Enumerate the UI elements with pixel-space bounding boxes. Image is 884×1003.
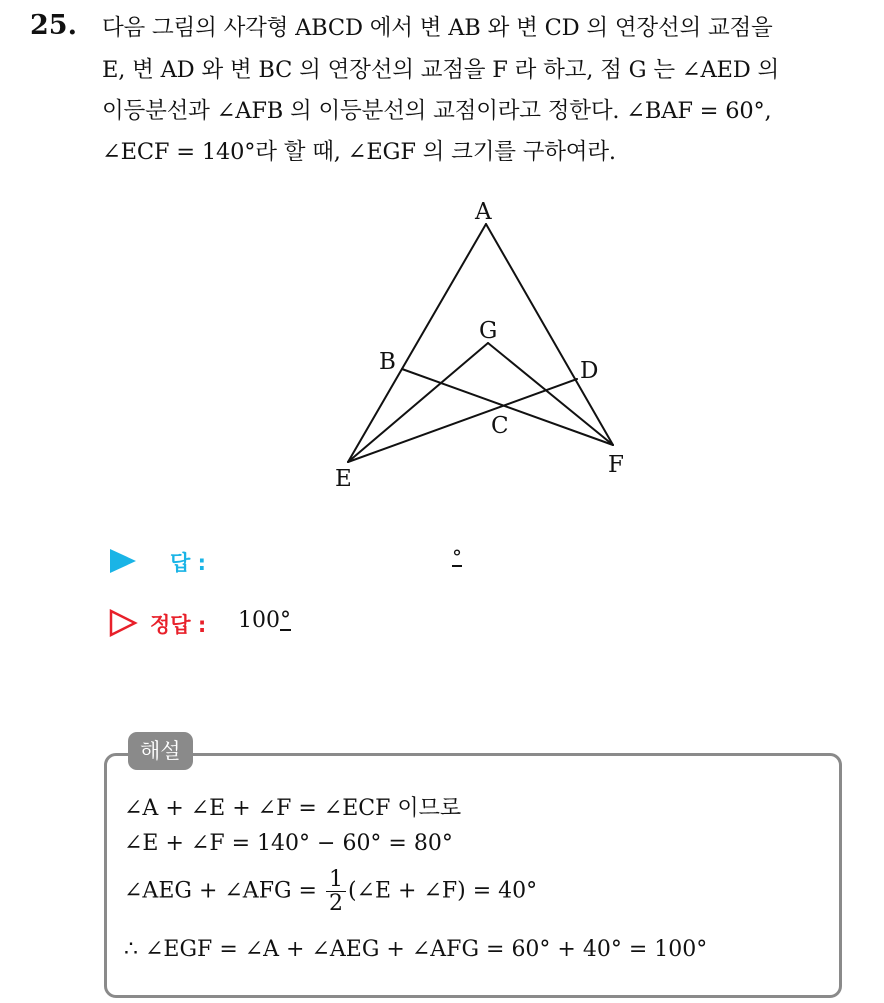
point-label-a: A (475, 199, 492, 225)
solution-line-1: ∠A + ∠E + ∠F = ∠ECF 이므로 (124, 796, 462, 821)
solution-line-4: ∴ ∠EGF = ∠A + ∠AEG + ∠AFG = 60° + 40° = 100° (124, 937, 708, 962)
correct-answer-value (238, 608, 291, 633)
point-label-e: E (335, 466, 352, 492)
segment-ae (348, 224, 486, 462)
question-text-line-3: 이등분선과 ∠AFB 의 이등분선의 교점이라고 정한다. ∠BAF = 60°, (102, 98, 772, 124)
point-label-f: F (608, 452, 624, 478)
fraction-numerator: 1 (326, 868, 346, 892)
point-label-d: D (580, 358, 599, 384)
question-text-line-2: E, 변 AD 와 변 BC 의 연장선의 교점을 F 라 하고, 점 G 는 ∠AED 의 (102, 57, 780, 83)
segment-eg (348, 343, 488, 462)
solution-line-3-right: (∠E + ∠F) = 40° (347, 878, 538, 904)
question-text-line-1: 다음 그림의 사각형 ABCD 에서 변 AB 와 변 CD 의 연장선의 교점을 (102, 15, 773, 41)
question-text-line-4: ∠ECF = 140°라 할 때, ∠EGF 의 크기를 구하여라. (102, 139, 616, 165)
answer-arrow-icon (108, 548, 138, 574)
correct-answer-unit: ° (280, 608, 291, 633)
answer-unit: ° (452, 545, 462, 569)
correct-answer-label: 정답 : (150, 613, 207, 637)
correct-arrow-icon (108, 609, 138, 637)
solution-line-3-left: ∠AEG + ∠AFG = (124, 878, 317, 904)
point-label-c: C (491, 413, 509, 439)
solution-line-3 (124, 868, 537, 915)
point-label-g: G (479, 318, 498, 344)
answer-label: 답 : (170, 551, 206, 575)
point-label-b: B (379, 349, 396, 375)
fraction-denominator: 2 (328, 891, 343, 917)
solution-line-2: ∠E + ∠F = 140° − 60° = 80° (124, 831, 453, 856)
solution-tag: 해설 (128, 732, 193, 770)
correct-answer-number: 100 (238, 608, 280, 633)
fraction-one-half (326, 868, 346, 915)
segment-af (486, 224, 613, 445)
question-number: 25. (30, 10, 77, 41)
